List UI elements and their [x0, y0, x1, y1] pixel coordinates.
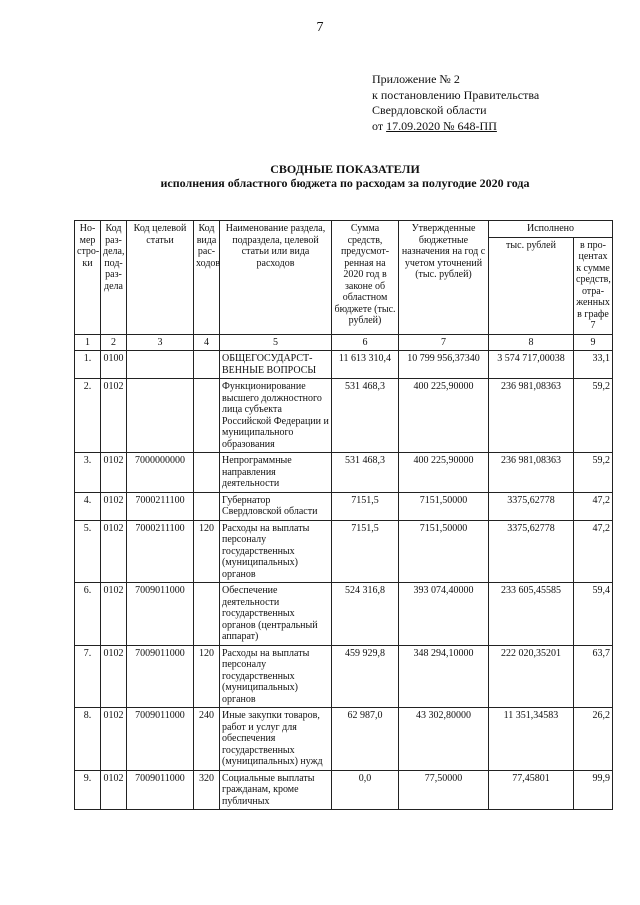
table-row — [75, 645, 613, 708]
item-name: Обеспечение деятельности государственных органов (центральный аппарат) — [220, 583, 332, 646]
header-name: Наименование раздела, подраздела, целевой статьи или вида расходов — [220, 221, 332, 335]
column-number: 2 — [101, 334, 127, 351]
column-number: 9 — [574, 334, 613, 351]
executed-sum: 236 981,08363 — [489, 379, 574, 453]
table-row — [75, 583, 613, 646]
column-number: 8 — [489, 334, 574, 351]
target-code — [127, 379, 194, 453]
column-number-row — [75, 334, 613, 351]
approved-sum: 7151,50000 — [399, 520, 489, 583]
target-code — [127, 351, 194, 379]
table-row — [75, 351, 613, 379]
row-number: 3. — [75, 453, 101, 493]
date-prefix: от — [372, 118, 387, 133]
approved-sum: 348 294,10000 — [399, 645, 489, 708]
item-name: Расходы на выплаты персоналу государственных (муниципальных) органов — [220, 520, 332, 583]
target-code: 7009011000 — [127, 770, 194, 810]
expense-type-code: 120 — [194, 520, 220, 583]
item-name: Губернатор Свердловской области — [220, 492, 332, 520]
section-code: 0102 — [101, 453, 127, 493]
expense-type-code — [194, 453, 220, 493]
approved-sum: 43 302,80000 — [399, 708, 489, 771]
executed-percent: 99,9 — [574, 770, 613, 810]
expense-type-code: 120 — [194, 645, 220, 708]
header-expense-type: Код вида рас-ходов — [194, 221, 220, 335]
header-executed-pct: в про-центах к сумме средств, отра-женных в графе 7 — [574, 237, 613, 334]
approved-sum: 393 074,40000 — [399, 583, 489, 646]
item-name: ОБЩЕГОСУДАРСТ-ВЕННЫЕ ВОПРОСЫ — [220, 351, 332, 379]
header-executed-rub: тыс. рублей — [489, 237, 574, 334]
section-code: 0102 — [101, 645, 127, 708]
executed-percent: 59,4 — [574, 583, 613, 646]
title-main: СВОДНЫЕ ПОКАЗАТЕЛИ — [270, 162, 420, 176]
column-number: 7 — [399, 334, 489, 351]
item-name: Социальные выплаты гражданам, кроме публичных — [220, 770, 332, 810]
executed-percent: 26,2 — [574, 708, 613, 771]
executed-sum: 3 574 717,00038 — [489, 351, 574, 379]
executed-sum: 236 981,08363 — [489, 453, 574, 493]
header-target-code: Код целевой статьи — [127, 221, 194, 335]
budget-table — [74, 220, 613, 810]
executed-percent: 63,7 — [574, 645, 613, 708]
table-row — [75, 708, 613, 771]
target-code: 7009011000 — [127, 583, 194, 646]
appendix-line-3: Свердловской области — [372, 103, 487, 117]
law-sum: 7151,5 — [332, 520, 399, 583]
table-row — [75, 520, 613, 583]
table-row — [75, 492, 613, 520]
target-code: 7009011000 — [127, 645, 194, 708]
law-sum: 531 468,3 — [332, 453, 399, 493]
approved-sum: 77,50000 — [399, 770, 489, 810]
expense-type-code — [194, 379, 220, 453]
row-number: 6. — [75, 583, 101, 646]
target-code: 7000211100 — [127, 492, 194, 520]
header-row — [75, 221, 613, 238]
section-code: 0102 — [101, 520, 127, 583]
law-sum: 0,0 — [332, 770, 399, 810]
expense-type-code — [194, 351, 220, 379]
executed-percent: 47,2 — [574, 520, 613, 583]
column-number: 1 — [75, 334, 101, 351]
law-sum: 459 929,8 — [332, 645, 399, 708]
law-sum: 7151,5 — [332, 492, 399, 520]
appendix-date-line — [372, 119, 539, 135]
executed-sum: 3375,62778 — [489, 492, 574, 520]
table-row — [75, 379, 613, 453]
column-number: 5 — [220, 334, 332, 351]
executed-sum: 233 605,45585 — [489, 583, 574, 646]
section-code: 0102 — [101, 708, 127, 771]
target-code: 7000211100 — [127, 520, 194, 583]
item-name: Расходы на выплаты персоналу государственных (муниципальных) органов — [220, 645, 332, 708]
item-name: Непрограммные направления деятельности — [220, 453, 332, 493]
appendix-block — [372, 72, 539, 134]
section-code: 0102 — [101, 379, 127, 453]
header-law-sum: Сумма средств, предусмот-ренная на 2020 год в законе об областном бюджете (тыс. рублей) — [332, 221, 399, 335]
section-code: 0102 — [101, 583, 127, 646]
appendix-line-1: Приложение № 2 — [372, 72, 460, 86]
item-name: Функционирование высшего должностного лица субъекта Российской Федерации и муниципального образования — [220, 379, 332, 453]
law-sum: 524 316,8 — [332, 583, 399, 646]
page-number: 7 — [316, 20, 324, 35]
item-name: Иные закупки товаров, работ и услуг для обеспечения государственных (муниципальных) нужд — [220, 708, 332, 771]
header-row-num: Но-мер стро-ки — [75, 221, 101, 335]
column-number: 6 — [332, 334, 399, 351]
law-sum: 531 468,3 — [332, 379, 399, 453]
row-number: 2. — [75, 379, 101, 453]
expense-type-code — [194, 583, 220, 646]
title-sub: исполнения областного бюджета по расходам за полугодие 2020 года — [160, 176, 530, 190]
expense-type-code: 240 — [194, 708, 220, 771]
row-number: 8. — [75, 708, 101, 771]
column-number: 4 — [194, 334, 220, 351]
approved-sum: 10 799 956,37340 — [399, 351, 489, 379]
section-code: 0102 — [101, 770, 127, 810]
approved-sum: 400 225,90000 — [399, 453, 489, 493]
decree-date-number: 17.09.2020 № 648-ПП — [386, 118, 497, 133]
row-number: 5. — [75, 520, 101, 583]
executed-sum: 77,45801 — [489, 770, 574, 810]
table-row — [75, 770, 613, 810]
executed-sum: 11 351,34583 — [489, 708, 574, 771]
executed-sum: 3375,62778 — [489, 520, 574, 583]
row-number: 9. — [75, 770, 101, 810]
executed-percent: 33,1 — [574, 351, 613, 379]
row-number: 4. — [75, 492, 101, 520]
header-section-code: Код раз-дела, под-раз-дела — [101, 221, 127, 335]
executed-sum: 222 020,35201 — [489, 645, 574, 708]
executed-percent: 59,2 — [574, 453, 613, 493]
target-code: 7009011000 — [127, 708, 194, 771]
row-number: 1. — [75, 351, 101, 379]
document-title — [0, 162, 640, 190]
approved-sum: 400 225,90000 — [399, 379, 489, 453]
target-code: 7000000000 — [127, 453, 194, 493]
section-code: 0100 — [101, 351, 127, 379]
executed-percent: 59,2 — [574, 379, 613, 453]
header-approved: Утвержденные бюджетные назначения на год с учетом уточнений (тыс. рублей) — [399, 221, 489, 335]
appendix-line-2: к постановлению Правительства — [372, 87, 540, 102]
row-number: 7. — [75, 645, 101, 708]
approved-sum: 7151,50000 — [399, 492, 489, 520]
law-sum: 11 613 310,4 — [332, 351, 399, 379]
header-executed: Исполнено — [489, 221, 613, 238]
expense-type-code — [194, 492, 220, 520]
column-number: 3 — [127, 334, 194, 351]
table-row — [75, 453, 613, 493]
executed-percent: 47,2 — [574, 492, 613, 520]
law-sum: 62 987,0 — [332, 708, 399, 771]
expense-type-code: 320 — [194, 770, 220, 810]
section-code: 0102 — [101, 492, 127, 520]
